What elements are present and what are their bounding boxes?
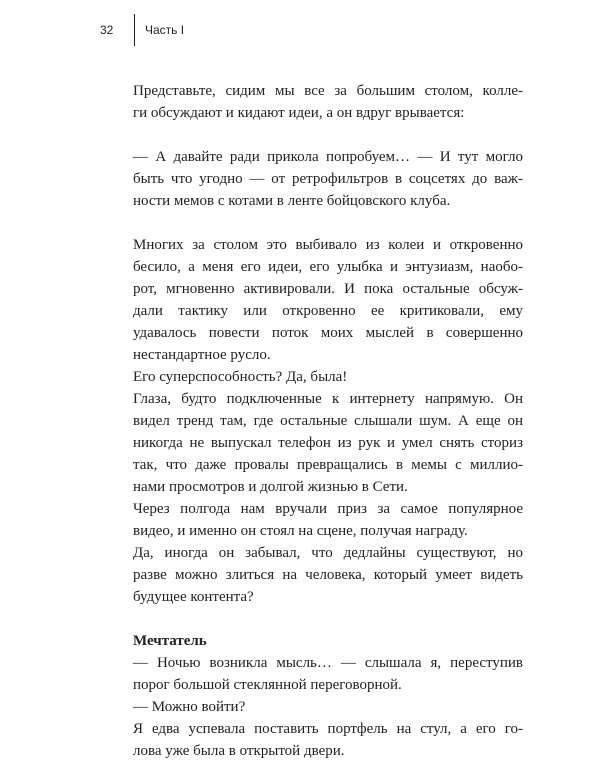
paragraph-prize	[133, 498, 523, 542]
text-line: — Ночью возникла мысль… — слышала я, переступив	[133, 655, 523, 671]
page-number: 32	[100, 23, 114, 37]
text-line: ности мемов с котами в ленте бойцовского клуба.	[133, 193, 451, 209]
text-line: будущее контента?	[133, 589, 254, 605]
paragraph-may-i-come-in	[133, 696, 523, 718]
text-line: Через полгода нам вручали приз за самое популярное	[133, 501, 523, 517]
text-line: Его суперспособность? Да, была!	[133, 369, 348, 385]
running-header	[100, 14, 184, 46]
paragraph-eyes	[133, 388, 523, 498]
text-line: никогда не выпускал телефон из рук и умел снять сториз	[133, 435, 523, 451]
paragraph-quote	[133, 146, 523, 212]
text-line: разве можно злиться на человека, который умеет видеть	[133, 567, 523, 583]
text-line: видел тренд там, где остальные слышали шум. А еще он	[133, 413, 523, 429]
header-divider	[134, 14, 135, 46]
paragraph-colleagues	[133, 234, 523, 366]
paragraph-intro	[133, 80, 523, 124]
text-line: нами просмотров и долгой жизнью в Сети.	[133, 479, 408, 495]
text-line: бесило, а меня его идеи, его улыбка и энтузиазм, наобо-	[133, 259, 523, 275]
text-line: быть что угодно — от ретрофильтров в соцсетях до важ-	[133, 171, 523, 187]
text-line: Представьте, сидим мы все за большим столом, колле-	[133, 83, 523, 99]
text-line: удавалось повести поток моих мыслей в совершенно	[133, 325, 523, 341]
paragraph-deadlines	[133, 542, 523, 608]
paragraph-night-thought	[133, 652, 523, 696]
text-line: рот, мгновенно активировали. И пока остальные обсуж-	[133, 281, 523, 297]
text-line: Я едва успевала поставить портфель на стул, а его го-	[133, 721, 523, 737]
text-line: порог большой стеклянной переговорной.	[133, 677, 402, 693]
section-title: Мечтатель	[133, 633, 207, 649]
text-line: Глаза, будто подключенные к интернету напрямую. Он	[133, 391, 523, 407]
part-label: Часть I	[145, 23, 185, 37]
text-line: Многих за столом это выбивало из колеи и откровенно	[133, 237, 523, 253]
text-line: нестандартное русло.	[133, 347, 271, 363]
text-line: видео, и именно он стоял на сцене, получая награду.	[133, 523, 468, 539]
text-line: лова уже была в открытой двери.	[133, 743, 345, 759]
text-line: — Можно войти?	[133, 699, 246, 715]
text-line: — А давайте ради прикола попробуем… — И тут могло	[133, 149, 523, 165]
text-line: Да, иногда он забывал, что дедлайны существуют, но	[133, 545, 523, 561]
paragraph-briefcase	[133, 718, 523, 762]
text-line: дали тактику или откровенно ее критиковали, ему	[133, 303, 523, 319]
text-line: ги обсуждают и кидают идеи, а он вдруг врывается:	[133, 105, 465, 121]
text-line: так, что даже провалы превращались в мемы с миллио-	[133, 457, 523, 473]
body-text	[133, 80, 523, 762]
paragraph-superpower	[133, 366, 523, 388]
